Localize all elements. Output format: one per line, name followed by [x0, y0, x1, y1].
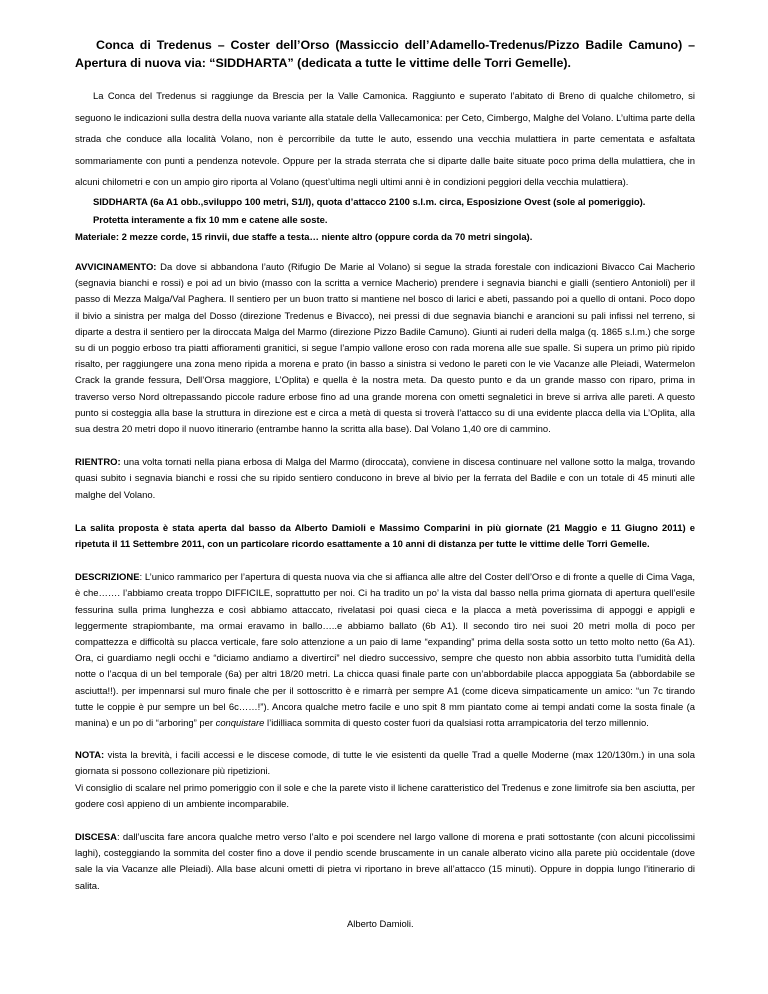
- opening-paragraph: La salita proposta è stata aperta dal basso da Alberto Damioli e Massimo Comparini in più giornate (21 Maggio e 11 Giugno 2011) e ripetuta il 11 Settembre 2011, con un particolare ricordo esattamente a 10 anni di distanza per tutte le vittime delle Torri Gemelle.: [75, 522, 695, 551]
- route-info: SIDDHARTA (6a A1 obb.,sviluppo 100 metri, S1/I), quota d’attacco 2100 s.l.m. circa, Esposizione Ovest (sole al pomeriggio).: [93, 196, 646, 208]
- descent-section: [75, 830, 695, 895]
- materials-info: Materiale: 2 mezze corde, 15 rinvii, due staffe a testa… niente altro (oppure corda da 70 metri singola).: [75, 231, 533, 243]
- document-page: [75, 36, 695, 933]
- description-text-1: : L’unico rammarico per l’apertura di questa nuova via che si affianca alle altre del Coster dell’Orso e di fronte a quelle di Cima Vaga, è che……. l’abbiamo creata troppo DIFFICILE, soprattutto per noi. Ci ha tradito un po’ la vista dal basso nella prima giornata di apertura quell’esile fessurina sulla prima lunghezza e così abbiamo attaccato, rivelatasi poi quasi cieca e la placca a metà poverissima di appoggi e appigli e leggermente strapiombante, ma ormai eravamo in ballo…..e abbiamo ballato (6b A1). Il secondo tiro nei suoi 20 metri molla di poco per compattezza e difficoltà su placca verticale, fare solo attenzione a un paio di lame “expanding” prima della sosta sotto un tetto molto netto (6a A1). Ora, ci guardiamo negli occhi e “diciamo andiamo a divertirci” nel diedro successivo, sempre che questo non abbia assorbito tutta l’umidità della notte o l’acqua di un bel temporale (6a) per altri 18/20 metri. La chicca quasi finale parte con un’abbordabile placca appoggiata 5a (abbordabile se asciutta!!). per impennarsi sul muro finale che per il sottoscritto è e rimarrà per sempre A1 (come diceva simpaticamente un amico: “un 7c tirando tutte le coppie è pur sempre un bel 6c……!”). Ancora qualche metro facile e uno spit 8 mm piantato come ai tempi andati come la sosta finale (a manina) e un po di “arboring” per: [75, 572, 695, 730]
- return-section: [75, 455, 695, 504]
- approach-label: AVVICINAMENTO:: [75, 261, 157, 273]
- description-emphasis: conquistare: [215, 718, 265, 730]
- protection-info: Protetta interamente a fix 10 mm e catene alle soste.: [93, 214, 328, 226]
- note-label: NOTA:: [75, 750, 105, 762]
- description-section: [75, 570, 695, 732]
- descent-label: DISCESA: [75, 832, 117, 844]
- intro-paragraph: La Conca del Tredenus si raggiunge da Brescia per la Valle Camonica. Raggiunto e superato l’abitato di Breno di qualche chilometro, si seguono le indicazioni sulla destra della nuova variante alla statale della Vallecamonica: per Ceto, Cimbergo, Malghe del Volano. L’ultima parte della strada che conduce alla località Volano, non è percorribile da tutte le auto, essendo una vecchia mulattiera in parte cementata e asfaltata sommariamente con punti a pendenza notevole. Oppure per la strada sterrata che si diparte dalle baite situate poco prima della mulattiera, che in alcuni chilometri e con un ampio giro riporta al Volano (quest’ultima negli ultimi anni è in condizioni peggiori della vecchia mulattiera).: [75, 91, 695, 189]
- note-section: [75, 748, 695, 813]
- document-title: Conca di Tredenus – Coster dell’Orso (Massiccio dell’Adamello-Tredenus/Pizzo Badile Camuno) – Apertura di nuova via: “SIDDHARTA” (dedicata a tutte le vittime delle Torri Gemelle).: [75, 38, 695, 70]
- description-label: DESCRIZIONE: [75, 572, 140, 584]
- descent-text: : dall’uscita fare ancora qualche metro verso l’alto e poi scendere nel largo vallone di morena e prati sottostante (con alcuni piccolissimi laghi), costeggiando la sommita del coster fino a dove il pendio scende bruscamente in un canale alberato vicino alla parete più occidentale (dove sale la via Vacanze alle Pleiadi). Alla base alcuni ometti di pietra vi riportano in breve all’attacco (15 minuti). Oppure in doppia lungo l’itinerario di salita.: [75, 832, 695, 892]
- note-line-2: Vi consiglio di scalare nel primo pomeriggio con il sole e che la parete visto il lichene caratteristico del Tredenus e zone limitrofe sia ben asciutta, per godere così appieno di un ambiente incomparabile.: [75, 782, 695, 810]
- approach-section: [75, 260, 695, 438]
- return-label: RIENTRO:: [75, 457, 121, 469]
- approach-text: Da dove si abbandona l’auto (Rifugio De Marie al Volano) si segue la strada forestale con indicazioni Bivacco Cai Macherio (segnavia bianchi e rossi) e poi ad un bivio (masso con la scritta a vernice Macherio) prendere i segnavia bianchi e gialli (sentiero Antonioli) per il passo di Mezza Malga/Val Paghera. Il sentiero per un buon tratto si mantiene nel bosco di larici e abeti, passando poi a quello di ontani. Poco dopo il bivio a sinistra per malga del Dosso (direzione Tredenus e Bivacco), nei pressi di due segnavia bianchi e arancioni su pali infissi nel terreno, si diparte a destra il sentiero per la diroccata Malga del Marmo (direzione Pizzo Badile Camuno). Giunti ai ruderi della malga (q. 1865 s.l.m.) che sorge su di un poggio erboso tra piatti affioramenti granitici, si segue l’ampio vallone eroso con rada morena alle sue spalle. Si supera un primo più ripido risalto, per raggiungere una zona meno ripida a morena e prato (in basso a sinistra si vedono le pareti con le vie Vacanze alle Pleiadi, Watermelon Crack la grande fessura, Dell’Orsa maggiore, L’Oplita) e quella è la nostra meta. Da questo punto e da un grande masso con riparo, prima in traverso verso Nord oltrepassando piccole radure erbose fino ad una grande morena con ometti segnaletici in breve si arriva alle pareti. A questo punto si costeggia alla base la struttura in direzione est e circa a metà di questa si troverà l’attacco su di una evidente placca della via L’Oplita, alla sua destra 20 metri dopo il nuovo itinerario (entrambe hanno la scritta alla base). Dal Volano 1,40 ore di cammino.: [75, 261, 695, 435]
- signature: Alberto Damioli.: [347, 918, 414, 930]
- note-line-1: [75, 748, 695, 780]
- note-text-1: vista la brevità, i facili accessi e le discese comode, di tutte le vie esistenti da quelle Trad a quelle Moderne (max 120/130m.) in una sola giornata si possono collezionare più ripetizioni.: [75, 750, 695, 778]
- return-text: una volta tornati nella piana erbosa di Malga del Marmo (diroccata), conviene in discesa continuare nel vallone sotto la malga, trovando quasi subito i segnavia bianchi e rossi che su ripido sentiero conducono in breve al bivio per la ferrata del Badile e con un totale di 45 minuti alle malghe del Volano.: [75, 457, 695, 501]
- description-text-2: l’idilliaca sommita di questo coster fuori da qualsiasi rotta arrampicatoria del terzo millennio.: [264, 718, 649, 730]
